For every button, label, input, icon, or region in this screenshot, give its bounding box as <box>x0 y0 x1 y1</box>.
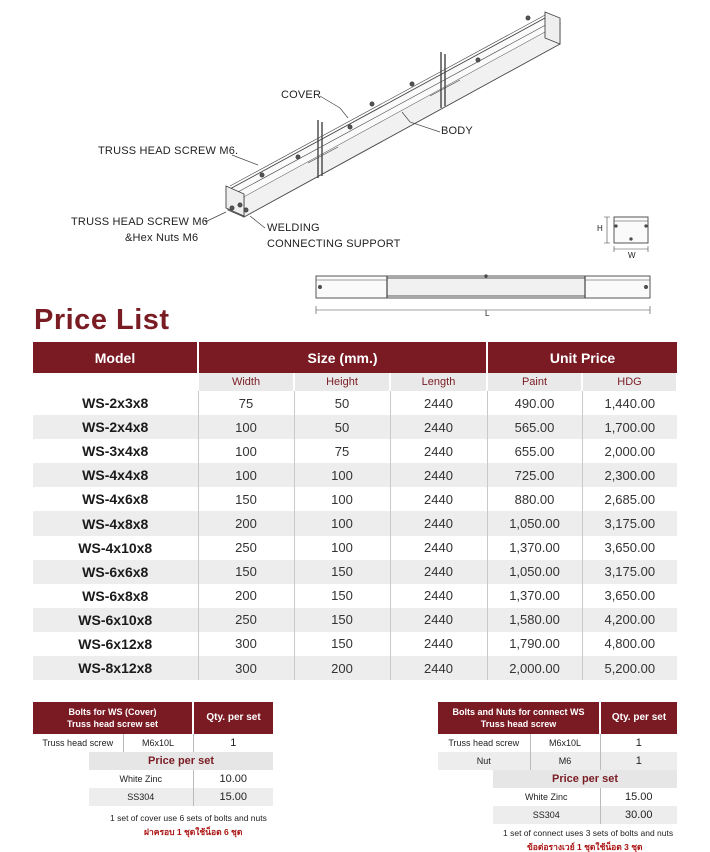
cell-length: 2440 <box>390 391 487 415</box>
cell-model: WS-2x3x8 <box>33 391 198 415</box>
cover-qty-header: Qty. per set <box>193 702 273 734</box>
list-item <box>493 788 677 806</box>
connect-bolts-header-1: Bolts and Nuts for connect WS <box>452 707 585 717</box>
cell-paint: 1,580.00 <box>487 608 582 632</box>
label-body: BODY <box>441 125 473 137</box>
header-unit-price: Unit Price <box>487 342 677 373</box>
cell-model: WS-6x6x8 <box>33 560 198 584</box>
cell-model: WS-4x6x8 <box>33 487 198 511</box>
cell-paint: 1,050.00 <box>487 560 582 584</box>
cell-width: 75 <box>198 391 294 415</box>
cell-height: 100 <box>294 511 390 535</box>
cover-price-value: 15.00 <box>219 791 248 803</box>
cover-bolts-box <box>33 702 273 806</box>
cell-hdg: 2,000.00 <box>604 443 656 459</box>
cell-height: 50 <box>294 391 390 415</box>
connect-qty-header: Qty. per set <box>600 702 677 734</box>
cell-hdg: 4,200.00 <box>582 608 677 632</box>
cover-item-size: M6x10L <box>123 734 193 752</box>
cell-paint: 565.00 <box>487 415 582 439</box>
cell-width: 100 <box>198 463 294 487</box>
cover-item-qty: 1 <box>230 737 237 749</box>
table-row <box>33 536 677 560</box>
cell-length: 2440 <box>390 560 487 584</box>
cell-paint: 1,790.00 <box>487 632 582 656</box>
cell-hdg: 5,200.00 <box>582 656 677 680</box>
cell-length: 2440 <box>390 511 487 535</box>
connect-price-finish: White Zinc <box>493 788 600 806</box>
connect-item-name: Truss head screw <box>438 734 530 752</box>
cell-model: WS-4x4x8 <box>33 463 198 487</box>
cell-width: 200 <box>198 511 294 535</box>
cover-bolts-header <box>33 702 193 734</box>
cell-width: 100 <box>198 439 294 463</box>
cell-height: 100 <box>294 487 390 511</box>
cell-hdg: 3,175.00 <box>582 511 677 535</box>
label-truss-head-screw: TRUSS HEAD SCREW M6. <box>98 145 239 157</box>
connect-item-size: M6x10L <box>530 734 600 752</box>
connect-item-size: M6 <box>530 752 600 770</box>
cell-width: 250 <box>198 608 294 632</box>
cell-length: 2440 <box>390 608 487 632</box>
cell-hdg: 1,440.00 <box>604 395 656 411</box>
cell-length: 2440 <box>390 656 487 680</box>
subheader-width: Width <box>198 373 294 391</box>
cell-paint: 655.00 <box>487 439 582 463</box>
cell-model: WS-4x10x8 <box>33 536 198 560</box>
cover-price-header: Price per set <box>89 752 273 770</box>
cell-height: 200 <box>294 656 390 680</box>
cell-hdg: 3,175.00 <box>582 560 677 584</box>
connect-bolts-header <box>438 702 600 734</box>
cell-hdg: 3,650.00 <box>604 540 656 556</box>
cell-hdg: 3,650.00 <box>604 588 656 604</box>
cell-paint: 1,370.00 <box>487 584 582 608</box>
connect-note-en: 1 set of connect uses 3 sets of bolts and nuts <box>503 828 674 838</box>
table-row <box>33 463 677 487</box>
list-item <box>493 806 677 824</box>
cell-paint: 725.00 <box>487 463 582 487</box>
cell-width: 150 <box>198 560 294 584</box>
cell-height: 75 <box>294 439 390 463</box>
cell-model: WS-6x10x8 <box>33 608 198 632</box>
cell-height: 150 <box>294 584 390 608</box>
header-size: Size (mm.) <box>198 342 487 373</box>
list-item <box>89 788 273 806</box>
connect-price-finish: SS304 <box>493 806 600 824</box>
cell-model: WS-6x8x8 <box>33 584 198 608</box>
cell-paint: 2,000.00 <box>487 656 582 680</box>
connect-bolts-box <box>438 702 677 824</box>
connect-item-qty: 1 <box>635 755 642 767</box>
cell-length: 2440 <box>390 632 487 656</box>
label-welding-1: WELDING <box>267 222 320 234</box>
wireway-diagram <box>0 0 710 325</box>
cell-length: 2440 <box>390 487 487 511</box>
connect-item-name: Nut <box>438 752 530 770</box>
list-item <box>438 734 677 752</box>
table-row <box>33 608 677 632</box>
connect-item-qty: 1 <box>635 737 642 749</box>
cell-hdg: 4,800.00 <box>604 636 656 652</box>
subheader-height: Height <box>294 373 390 391</box>
cover-note-th: ฝาครอบ 1 ชุดใช้น็อต 6 ชุด <box>144 827 243 837</box>
table-row <box>33 560 677 584</box>
table-row <box>33 439 677 463</box>
table-row <box>33 632 677 656</box>
table-row <box>33 584 677 608</box>
dim-l-label: L <box>485 309 490 318</box>
cell-model: WS-3x4x8 <box>33 439 198 463</box>
cell-width: 100 <box>198 415 294 439</box>
connect-price-value: 30.00 <box>624 809 653 821</box>
cell-height: 150 <box>294 560 390 584</box>
header-model: Model <box>33 342 198 373</box>
cell-paint: 490.00 <box>487 391 582 415</box>
cell-length: 2440 <box>390 463 487 487</box>
cell-hdg: 1,700.00 <box>582 415 677 439</box>
table-row <box>33 656 677 680</box>
list-item <box>438 752 677 770</box>
table-row <box>33 391 677 415</box>
cell-height: 50 <box>294 415 390 439</box>
dim-w-label: W <box>628 251 636 260</box>
page-title: Price List <box>34 304 170 336</box>
cell-model: WS-8x12x8 <box>33 656 198 680</box>
cover-price-finish: SS304 <box>89 788 193 806</box>
cover-note-en: 1 set of cover use 6 sets of bolts and nuts <box>110 813 267 823</box>
cell-paint: 880.00 <box>487 487 582 511</box>
cell-width: 300 <box>198 656 294 680</box>
wireway-drawing <box>0 0 710 325</box>
subheader-paint: Paint <box>487 373 582 391</box>
cell-height: 150 <box>294 632 390 656</box>
cell-model: WS-2x4x8 <box>33 415 198 439</box>
cell-height: 150 <box>294 608 390 632</box>
cell-model: WS-6x12x8 <box>33 632 198 656</box>
label-truss-screw-hex-1: TRUSS HEAD SCREW M6 <box>71 216 209 228</box>
dim-h-label: H <box>597 224 603 233</box>
subheader-blank <box>33 373 198 391</box>
cover-price-value: 10.00 <box>219 773 248 785</box>
list-item <box>89 770 273 788</box>
table-row <box>33 415 677 439</box>
subheader-hdg: HDG <box>582 373 677 391</box>
list-item <box>33 734 273 752</box>
cell-hdg: 2,685.00 <box>604 491 656 507</box>
cover-price-finish: White Zinc <box>89 770 193 788</box>
cover-item-name: Truss head screw <box>33 734 123 752</box>
subheader-length: Length <box>390 373 487 391</box>
label-truss-screw-hex-2: &Hex Nuts M6 <box>125 232 199 244</box>
cover-bolts-header-1: Bolts for WS (Cover) <box>68 707 157 717</box>
cell-width: 150 <box>198 487 294 511</box>
cell-width: 250 <box>198 536 294 560</box>
cell-hdg: 2,300.00 <box>582 463 677 487</box>
cell-paint: 1,370.00 <box>487 536 582 560</box>
cell-length: 2440 <box>390 415 487 439</box>
cell-width: 300 <box>198 632 294 656</box>
connect-price-header: Price per set <box>493 770 677 788</box>
connect-price-value: 15.00 <box>624 791 653 803</box>
label-cover: COVER <box>281 89 322 101</box>
cell-width: 200 <box>198 584 294 608</box>
cover-bolts-header-2: Truss head screw set <box>66 719 159 729</box>
cell-length: 2440 <box>390 536 487 560</box>
cell-length: 2440 <box>390 584 487 608</box>
connect-bolts-header-2: Truss head screw <box>480 719 557 729</box>
cell-model: WS-4x8x8 <box>33 511 198 535</box>
table-row <box>33 511 677 535</box>
cell-height: 100 <box>294 463 390 487</box>
cell-length: 2440 <box>390 439 487 463</box>
connect-note-th: ข้อต่อรางเวย์ 1 ชุดใช้น็อต 3 ชุด <box>527 842 643 852</box>
cell-paint: 1,050.00 <box>487 511 582 535</box>
table-row <box>33 487 677 511</box>
price-table <box>33 342 678 680</box>
label-welding-2: CONNECTING SUPPORT <box>267 238 401 250</box>
cell-height: 100 <box>294 536 390 560</box>
